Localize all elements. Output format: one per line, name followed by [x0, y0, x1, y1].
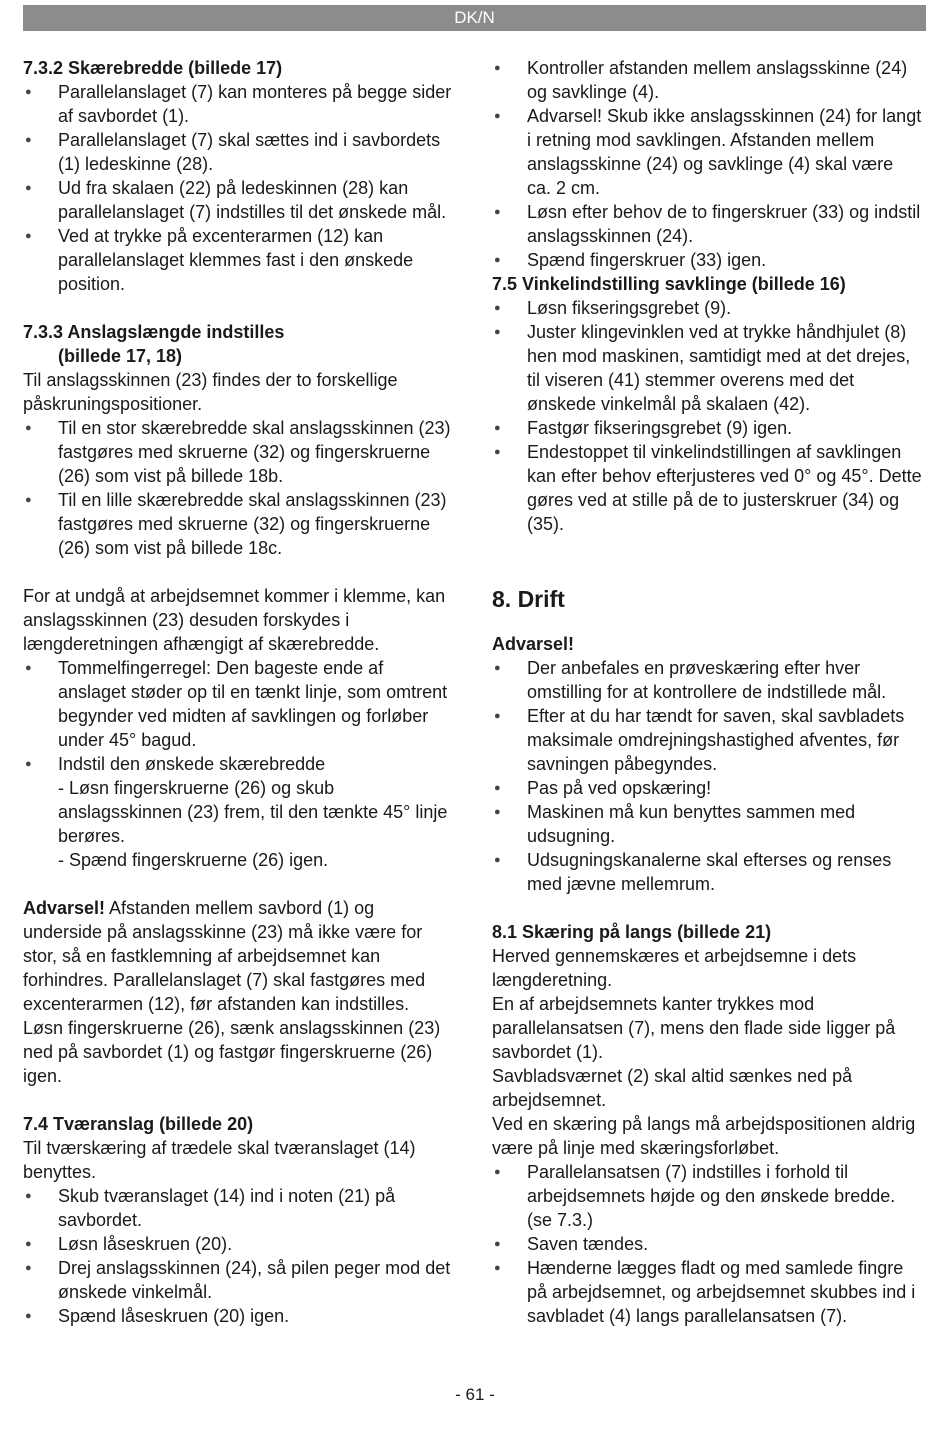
list-item: ● Spænd låseskruen (20) igen.: [23, 1304, 453, 1328]
sub-step: - Løsn fingerskruerne (26) og skub anslagsskinnen (23) frem, til den tænkte 45° linje berøres.: [58, 778, 448, 846]
right-column: [492, 56, 922, 1328]
list-item: ● Spænd fingerskruer (33) igen.: [492, 248, 922, 272]
page-number: - 61 -: [455, 1385, 495, 1404]
paragraph: Til anslagsskinnen (23) findes der to forskellige påskruningspositioner.: [23, 370, 398, 414]
section-7-5-title: 7.5 Vinkelindstilling savklinge (billede 16): [492, 274, 846, 294]
list-item: ● Tommelfingerregel: Den bageste ende af anslaget støder op til en tænkt linje, som omtrent begynder ved midten af savklingen og forløber under 45° bagud.: [23, 656, 453, 752]
warning-paragraph: [23, 896, 453, 1088]
list-item: ● Parallelanslaget (7) kan monteres på begge sider af savbordet (1).: [23, 80, 453, 128]
list-item: ● Juster klingevinklen ved at trykke håndhjulet (8) hen mod maskinen, samtidigt med at det drejes, til viseren (41) stemmer overens med det ønskede vinkelmål på skalaen (42).: [492, 320, 922, 416]
list-item: ● Pas på ved opskæring!: [492, 776, 922, 800]
section-8-title: 8. Drift: [492, 586, 565, 612]
warning-label: Advarsel!: [23, 898, 106, 918]
list-item: ● Endestoppet til vinkelindstillingen af savklingen kan efter behov efterjusteres ved 0° og 45°. Dette gøres ved at stille på de to justerskruer (34) og (35).: [492, 440, 922, 536]
warning-label: Advarsel!: [492, 634, 575, 654]
list-item: ● Parallelanslaget (7) skal sættes ind i savbordets (1) ledeskinne (28).: [23, 128, 453, 176]
list-item: ● Løsn efter behov de to fingerskruer (33) og indstil anslagsskinnen (24).: [492, 200, 922, 248]
sub-step: - Spænd fingerskruerne (26) igen.: [58, 850, 329, 870]
list-item: ● Der anbefales en prøveskæring efter hver omstilling for at kontrollere de indstillede mål.: [492, 656, 922, 704]
warning-text: Afstanden mellem savbord (1) og underside på anslagsskinne (23) må ikke være for stor, så en fastklemning af arbejdsemnet kan forhindres. Parallelanslaget (7) skal fastgøres med excenterarmen (12), før afstanden kan indstilles. Løsn fingerskruerne (26), sænk anslagsskinnen (23) ned på savbordet (1) og fastgør fingerskruerne (26) igen.: [23, 898, 441, 1086]
list-item: ● Udsugningskanalerne skal efterses og renses med jævne mellemrum.: [492, 848, 922, 896]
language-header-bar: [23, 5, 926, 31]
section-8-1-title: 8.1 Skæring på langs (billede 21): [492, 922, 772, 942]
list-item: ● Til en stor skærebredde skal anslagsskinnen (23) fastgøres med skruerne (32) og fingerskruerne (26) som vist på billede 18b.: [23, 416, 453, 488]
list-item: ● Ud fra skalaen (22) på ledeskinnen (28) kan parallelanslaget (7) indstilles til det ønskede mål.: [23, 176, 453, 224]
section-7-3-2-title: 7.3.2 Skærebredde (billede 17): [23, 58, 283, 78]
list-item: ● Løsn fikseringsgrebet (9).: [492, 296, 922, 320]
paragraph: For at undgå at arbejdsemnet kommer i klemme, kan anslagsskinnen (23) desuden forskydes i længderetningen afhængigt af skærebredde.: [23, 586, 446, 654]
list-item: ● Hænderne lægges fladt og med samlede fingre på arbejdsemnet, og arbejdsemnet skubbes ind i savbladet (4) langs parallelansatsen (7).: [492, 1256, 922, 1328]
paragraph: Ved en skæring på langs må arbejdspositionen aldrig være på linje med skæringsforløbet.: [492, 1114, 916, 1158]
language-label: DK/N: [454, 8, 495, 27]
section-7-3-3-subtitle: (billede 17, 18): [58, 346, 183, 366]
list-item: ● Til en lille skærebredde skal anslagsskinnen (23) fastgøres med skruerne (32) og fingerskruerne (26) som vist på billede 18c.: [23, 488, 453, 560]
paragraph: Herved gennemskæres et arbejdsemne i dets længderetning.: [492, 946, 857, 990]
list-item: ● Fastgør fikseringsgrebet (9) igen.: [492, 416, 922, 440]
list-item: ● Advarsel! Skub ikke anslagsskinnen (24) for langt i retning mod savklingen. Afstanden mellem anslagsskinne (24) og savklinge (4) skal være ca. 2 cm.: [492, 104, 922, 200]
list-item: ● Maskinen må kun benyttes sammen med udsugning.: [492, 800, 922, 848]
list-item: ● Skub tværanslaget (14) ind i noten (21) på savbordet.: [23, 1184, 453, 1232]
paragraph: En af arbejdsemnets kanter trykkes mod parallelansatsen (7), mens den flade side ligger på savbordet (1).: [492, 994, 896, 1062]
list-item: ● Ved at trykke på excenterarmen (12) kan parallelanslaget klemmes fast i den ønskede position.: [23, 224, 453, 296]
list-item: ● Kontroller afstanden mellem anslagsskinne (24) og savklinge (4).: [492, 56, 922, 104]
paragraph: Savbladsværnet (2) skal altid sænkes ned på arbejdsemnet.: [492, 1066, 853, 1110]
left-column: [23, 56, 453, 1328]
list-item: ● Drej anslagsskinnen (24), så pilen peger mod det ønskede vinkelmål.: [23, 1256, 453, 1304]
section-7-3-3-title: 7.3.3 Anslagslængde indstilles: [23, 322, 285, 342]
list-item: ● Efter at du har tændt for saven, skal savbladets maksimale omdrejningshastighed afventes, før savningen påbegyndes.: [492, 704, 922, 776]
list-item: ● Indstil den ønskede skærebredde: [23, 752, 453, 776]
paragraph: Til tværskæring af trædele skal tværanslaget (14) benyttes.: [23, 1138, 416, 1182]
section-7-4-title: 7.4 Tværanslag (billede 20): [23, 1114, 254, 1134]
list-item: ● Parallelansatsen (7) indstilles i forhold til arbejdsemnets højde og den ønskede bredde. (se 7.3.): [492, 1160, 922, 1232]
list-item: ● Løsn låseskruen (20).: [23, 1232, 453, 1256]
list-item: ● Saven tændes.: [492, 1232, 922, 1256]
